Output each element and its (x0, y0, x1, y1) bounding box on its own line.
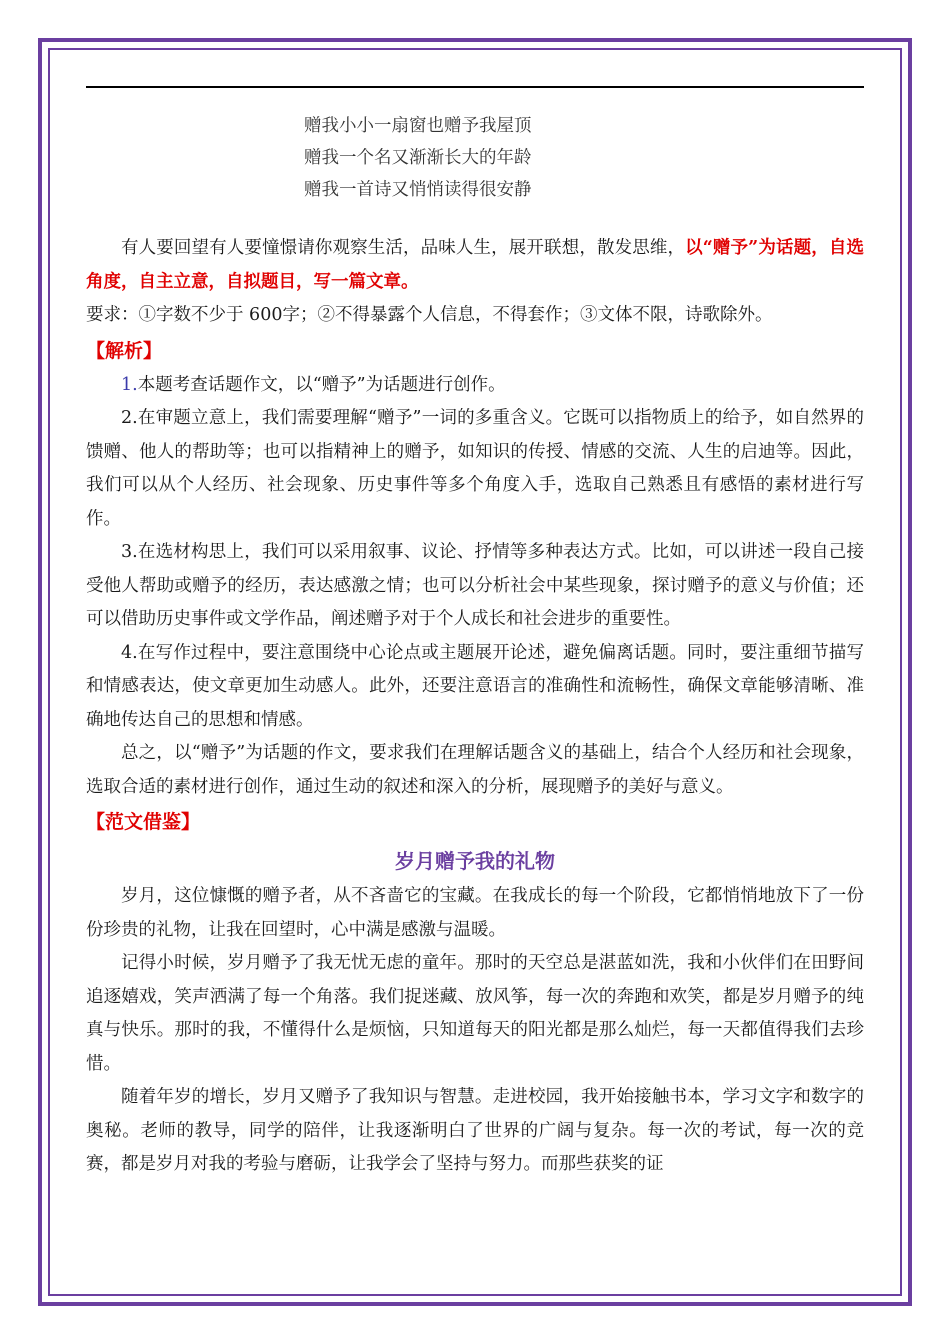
poem (86, 110, 864, 206)
essay-paragraph: 随着年岁的增长，岁月又赠予了我知识与智慧。走进校园，我开始接触书本，学习文字和数字的奥秘。老师的教导，同学的陪伴，让我逐渐明白了世界的广阔与复杂。每一次的考试，每一次的竞赛，都是岁月对我的考验与磨砺，让我学会了坚持与努力。而那些获奖的证 (86, 1087, 864, 1174)
essay-paragraph: 岁月，这位慷慨的赠予者，从不吝啬它的宝藏。在我成长的每一个阶段，它都悄悄地放下了一份份珍贵的礼物，让我在回望时，心中满是感激与温暖。 (86, 886, 864, 940)
header-rule (86, 86, 864, 88)
essay-title: 岁月赠予我的礼物 (395, 849, 555, 873)
poem-line: 赠我小小一扇窗也赠予我屋顶 (304, 116, 532, 136)
poem-line: 赠我一个名又渐渐长大的年龄 (304, 148, 532, 168)
prompt-task: 以“赠予”为话题，自选角度，自主立意，自拟题目，写一篇文章。 (86, 238, 865, 292)
document-body (86, 110, 864, 1182)
essay-paragraph: 记得小时候，岁月赠予了我无忧无虑的童年。那时的天空总是湛蓝如洗，我和小伙伴们在田野间追逐嬉戏，笑声洒满了每一个角落。我们捉迷藏、放风筝，每一次的奔跑和欢笑，都是岁月赠予的纯真与快乐。那时的我，不懂得什么是烦恼，只知道每天的阳光都是那么灿烂，每一天都值得我们去珍惜。 (86, 953, 864, 1074)
analysis-point-1-text: 本题考查话题作文，以“赠予”为话题进行创作。 (137, 374, 506, 395)
analysis-heading: 【解析】 (86, 339, 163, 362)
analysis-point-4: 4.在写作过程中，要注意围绕中心论点或主题展开论述，避免偏离话题。同时，要注重细节描写和情感表达，使文章更加生动感人。此外，还要注意语言的准确性和流畅性，确保文章能够清晰、准确地传达自己的思想和情感。 (86, 642, 864, 730)
prompt-paragraph (86, 232, 864, 299)
poem-line: 赠我一首诗又悄悄读得很安静 (304, 180, 532, 200)
prompt-requirement: 要求：①字数不少于 600字；②不得暴露个人信息，不得套作；③文体不限，诗歌除外。 (86, 305, 773, 325)
analysis-point-3: 3.在选材构思上，我们可以采用叙事、议论、抒情等多种表达方式。比如，可以讲述一段自己接受他人帮助或赠予的经历，表达感激之情；也可以分析社会中某些现象，探讨赠予的意义与价值；还可以借助历史事件或文学作品，阐述赠予对于个人成长和社会进步的重要性。 (86, 542, 864, 629)
analysis-summary: 总之，以“赠予”为话题的作文，要求我们在理解话题含义的基础上，结合个人经历和社会现象，选取合适的素材进行创作，通过生动的叙述和深入的分析，展现赠予的美好与意义。 (86, 743, 864, 797)
analysis-point-1 (86, 369, 864, 403)
analysis-point-2: 2.在审题立意上，我们需要理解“赠予”一词的多重含义。它既可以指物质上的给予，如自然界的馈赠、他人的帮助等；也可以指精神上的赠予，如知识的传授、情感的交流、人生的启迪等。因此，我们可以从个人经历、社会现象、历史事件等多个角度入手，选取自己熟悉且有感悟的素材进行写作。 (86, 408, 864, 529)
prompt-lead: 有人要回望有人要憧憬请你观察生活，品味人生，展开联想，散发思维， (121, 238, 686, 258)
model-essay-heading: 【范文借鉴】 (86, 811, 201, 833)
analysis-point-1-number: 1. (121, 374, 138, 395)
